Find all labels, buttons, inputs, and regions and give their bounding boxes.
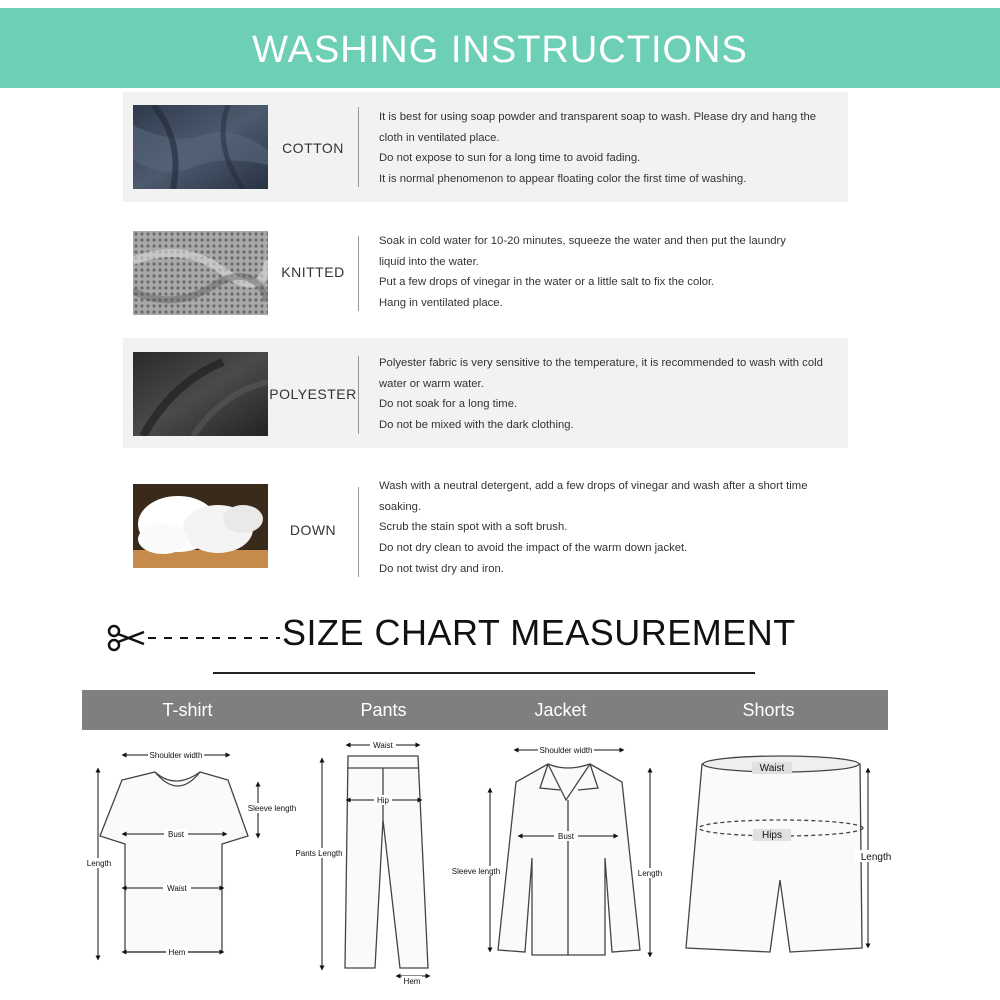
fabric-name: COTTON — [282, 140, 344, 156]
jacket-outline — [498, 764, 640, 955]
shorts-outline — [686, 764, 862, 952]
instruction-line: Scrub the stain spot with a soft brush. — [379, 521, 568, 534]
tshirt-hem-label: Hem — [168, 948, 186, 957]
instruction-line: Do not twist dry and iron. — [379, 562, 504, 575]
tshirt-waist-label: Waist — [167, 884, 187, 893]
shorts-hips-label: Hips — [761, 830, 783, 841]
size-chart-title: SIZE CHART MEASUREMENT — [282, 612, 796, 653]
instruction-line: Hang in ventilated place. — [379, 297, 503, 310]
jacket-shoulder-label: Shoulder width — [539, 746, 593, 755]
fabric-name: POLYESTER — [269, 386, 357, 402]
instruction-line: soaking. — [379, 500, 422, 513]
tshirt-shoulder-label: Shoulder width — [149, 751, 203, 760]
instruction-line: Do not be mixed with the dark clothing. — [379, 419, 574, 432]
instruction-line: Wash with a neutral detergent, add a few drops of vinegar and wash after a short time — [379, 480, 808, 492]
pants-length-label: Pants Length — [295, 849, 343, 858]
tab-shorts[interactable]: Shorts — [742, 700, 795, 720]
instruction-line: water or warm water. — [379, 377, 484, 390]
fabric-name: KNITTED — [281, 264, 345, 280]
page-title: WASHING INSTRUCTIONS — [252, 29, 748, 71]
pants-hem-label: Hem — [403, 977, 421, 986]
fabric-name: DOWN — [289, 522, 337, 538]
instruction-line: cloth in ventilated place. — [379, 131, 500, 144]
jacket-bust-label: Bust — [557, 832, 575, 841]
tab-pants[interactable]: Pants — [360, 700, 407, 720]
instruction-line: It is best for using soap powder and transparent soap to wash. Please dry and hang the — [379, 111, 817, 123]
pants-hip-label: Hip — [376, 796, 390, 805]
instruction-line: Soak in cold water for 10-20 minutes, squeeze the water and then put the laundry — [379, 235, 786, 247]
tshirt-bust-label: Bust — [167, 830, 185, 839]
instruction-line: liquid into the water. — [379, 255, 479, 268]
shorts-length-label: Length — [860, 852, 892, 863]
tshirt-sleeve-label: Sleeve length — [247, 804, 297, 813]
instruction-line: It is normal phenomenon to appear floating color the first time of washing. — [379, 173, 747, 186]
pants-waist-label: Waist — [373, 741, 393, 750]
tshirt-length-label: Length — [86, 859, 112, 868]
tab-tshirt[interactable]: T-shirt — [162, 700, 213, 720]
pants-outline — [345, 756, 428, 968]
shorts-waist-label: Waist — [759, 763, 785, 774]
instruction-line: Put a few drops of vinegar in the water or a little salt to fix the color. — [379, 276, 715, 289]
tshirt-outline — [100, 772, 248, 952]
jacket-sleeve-label: Sleeve length — [451, 867, 501, 876]
instruction-line: Polyester fabric is very sensitive to the temperature, it is recommended to wash with cold — [379, 357, 823, 369]
tab-jacket[interactable]: Jacket — [534, 700, 587, 720]
jacket-length-label: Length — [637, 869, 663, 878]
instruction-line: Do not dry clean to avoid the impact of the warm down jacket. — [379, 542, 688, 555]
instruction-line: Do not soak for a long time. — [379, 398, 518, 411]
instruction-line: Do not expose to sun for a long time to avoid fading. — [379, 152, 641, 165]
